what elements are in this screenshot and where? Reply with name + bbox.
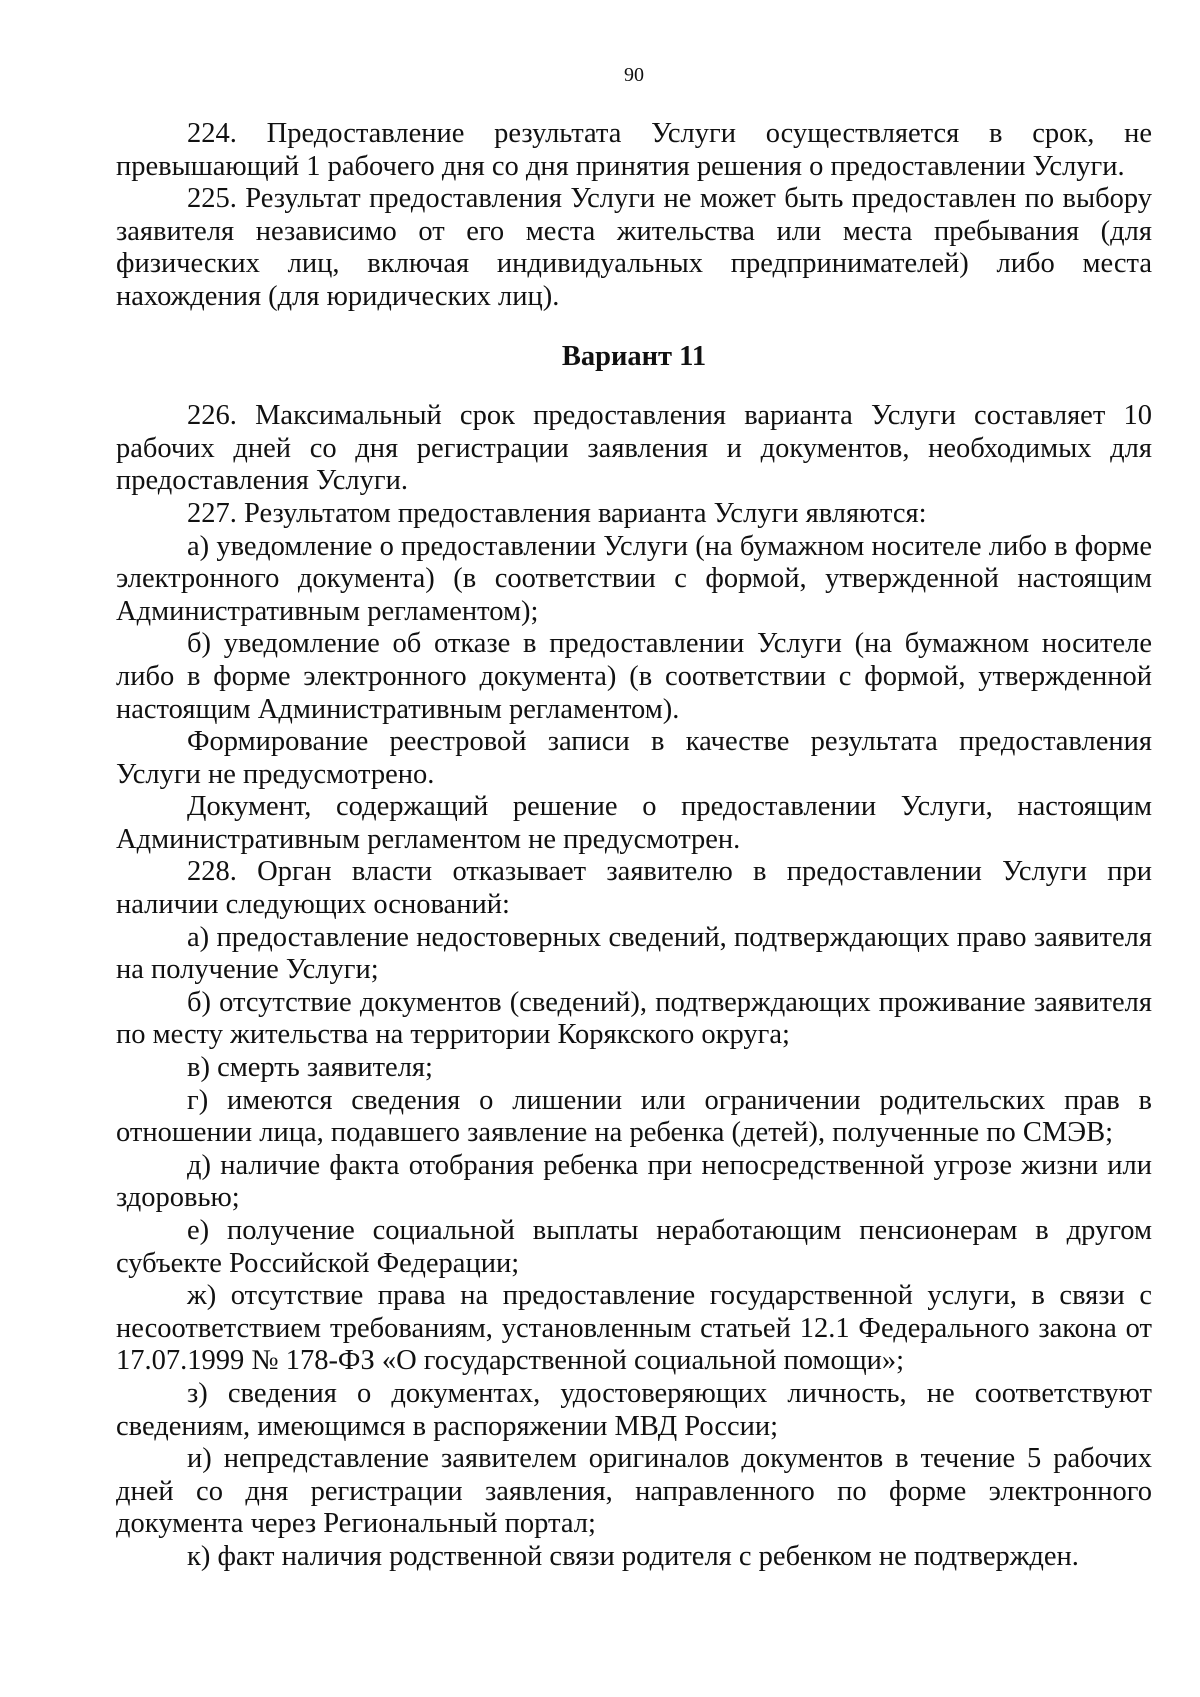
list-item-228-z: з) сведения о документах, удостоверяющих личность, не соответствуют сведениям, имеющимся в распоряжении МВД России; <box>116 1377 1152 1442</box>
paragraph-226: 226. Максимальный срок предоставления варианта Услуги составляет 10 рабочих дней со дня регистрации заявления и документов, необходимых для предоставления Услуги. <box>116 400 1152 497</box>
list-item-228-g: г) имеются сведения о лишении или ограничении родительских прав в отношении лица, подавшего заявление на ребенка (детей), полученные по СМЭВ; <box>116 1084 1152 1149</box>
paragraph-224: 224. Предоставление результата Услуги осуществляется в срок, не превышающий 1 рабочего дня со дня принятия решения о предоставлении Услуги. <box>116 118 1152 182</box>
list-item-227-a: а) уведомление о предоставлении Услуги (на бумажном носителе либо в форме электронного документа) (в соответствии с формой, утвержденной настоящим Административным регламентом); <box>116 530 1152 627</box>
document-page <box>116 62 1152 1574</box>
list-item-228-a: а) предоставление недостоверных сведений, подтверждающих право заявителя на получение Услуги; <box>116 921 1152 986</box>
paragraph-227: 227. Результатом предоставления варианта Услуги являются: <box>187 497 927 529</box>
paragraph-225: 225. Результат предоставления Услуги не может быть предоставлен по выбору заявителя независимо от его места жительства или места пребывания (для физических лиц, включая индивидуальных предпринимателей) либо места нахождения (для юридических лиц). <box>116 183 1152 312</box>
list-item-228-d: д) наличие факта отобрания ребенка при непосредственной угрозе жизни или здоровью; <box>116 1149 1152 1214</box>
paragraph-decision-note: Документ, содержащий решение о предоставлении Услуги, настоящим Административным регламентом не предусмотрен. <box>116 791 1152 855</box>
paragraph-registry-note: Формирование реестровой записи в качестве результата предоставления Услуги не предусмотрено. <box>116 726 1152 790</box>
list-item-228-k: к) факт наличия родственной связи родителя с ребенком не подтвержден. <box>187 1540 1079 1572</box>
section-heading: Вариант 11 <box>561 340 707 372</box>
list-item-227-b: б) уведомление об отказе в предоставлении Услуги (на бумажном носителе либо в форме электронного документа) (в соответствии с формой, утвержденной настоящим Административным регламентом). <box>116 628 1152 725</box>
list-item-228-i: и) непредставление заявителем оригиналов документов в течение 5 рабочих дней со дня регистрации заявления, направленного по форме электронного документа через Региональный портал; <box>116 1443 1152 1540</box>
list-item-228-v: в) смерть заявителя; <box>187 1052 433 1084</box>
paragraph-228: 228. Орган власти отказывает заявителю в предоставлении Услуги при наличии следующих оснований: <box>116 856 1152 921</box>
list-item-228-b: б) отсутствие документов (сведений), подтверждающих проживание заявителя по месту жительства на территории Корякского округа; <box>116 986 1152 1051</box>
list-item-228-e: е) получение социальной выплаты неработающим пенсионерам в другом субъекте Российской Федерации; <box>116 1215 1152 1279</box>
page-number: 90 <box>624 64 644 86</box>
list-item-228-zh: ж) отсутствие права на предоставление государственной услуги, в связи с несоответствием требованиям, установленным статьей 12.1 Федерального закона от 17.07.1999 № 178-ФЗ «О государственной социальной помощи»; <box>116 1280 1152 1377</box>
